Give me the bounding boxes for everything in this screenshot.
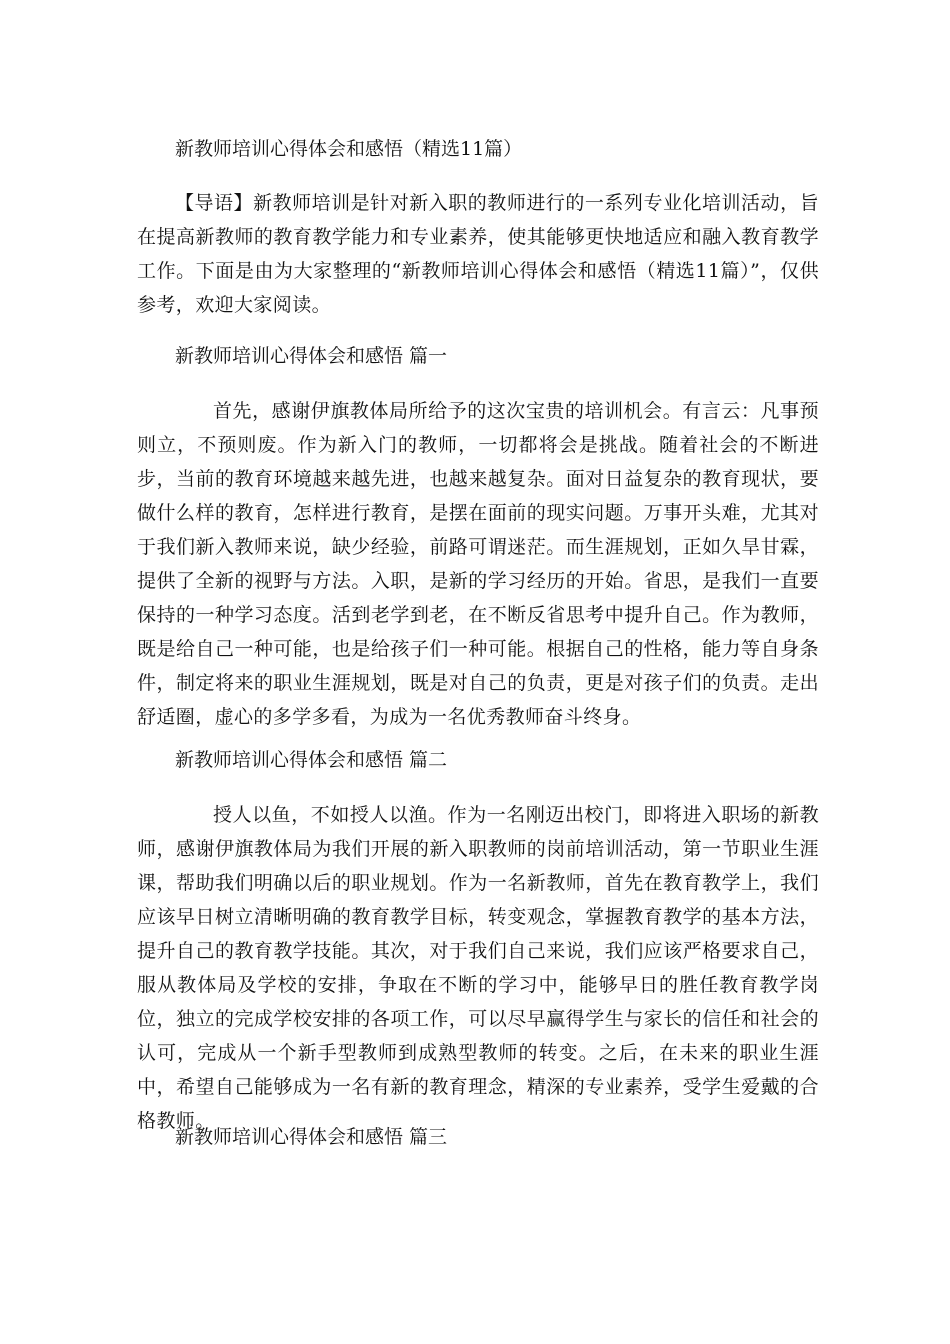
intro-paragraph: 【导语】新教师培训是针对新入职的教师进行的一系列专业化培训活动，旨在提高新教师的教育教学能力和专业素养，使其能够更快地适应和融入教育教学工作。下面是由为大家整理的“新教师培训心得体会和感悟（精选11篇）”，仅供参考，欢迎大家阅读。 (137, 192, 819, 316)
section-heading-2: 新教师培训心得体会和感悟 篇二 (175, 749, 448, 771)
section-body-1: 首先，感谢伊旗教体局所给予的这次宝贵的培训机会。有言云：凡事预则立，不预则废。作为新入门的教师，一切都将会是挑战。随着社会的不断进步，当前的教育环境越来越先进，也越来越复杂。面对日益复杂的教育现状，要做什么样的教育，怎样进行教育，是摆在面前的现实问题。万事开头难，尤其对于我们新入教师来说，缺少经验，前路可谓迷茫。而生涯规划，正如久旱甘霖，提供了全新的视野与方法。入职，是新的学习经历的开始。省思，是我们一直要保持的一种学习态度。活到老学到老，在不断反省思考中提升自己。作为教师，既是给自己一种可能，也是给孩子们一种可能。根据自己的性格，能力等自身条件，制定将来的职业生涯规划，既是对自己的负责，更是对孩子们的负责。走出舒适圈，虚心的多学多看，为成为一名优秀教师奋斗终身。 (137, 400, 819, 728)
section-heading-3: 新教师培训心得体会和感悟 篇三 (175, 1126, 448, 1148)
section-body-2: 授人以鱼，不如授人以渔。作为一名刚迈出校门，即将进入职场的新教师，感谢伊旗教体局为我们开展的新入职教师的岗前培训活动，第一节职业生涯课，帮助我们明确以后的职业规划。作为一名新教师，首先在教育教学上，我们应该早日树立清晰明确的教育教学目标，转变观念，掌握教育教学的基本方法，提升自己的教育教学技能。其次，对于我们自己来说，我们应该严格要求自己，服从教体局及学校的安排，争取在不断的学习中，能够早日的胜任教育教学岗位，独立的完成学校安排的各项工作，可以尽早赢得学生与家长的信任和社会的认可，完成从一个新手型教师到成熟型教师的转变。之后，在未来的职业生涯中，希望自己能够成为一名有新的教育理念，精深的专业素养，受学生爱戴的合格教师。 (137, 804, 819, 1132)
section-heading-1: 新教师培训心得体会和感悟 篇一 (175, 345, 448, 367)
document-title: 新教师培训心得体会和感悟（精选11篇） (175, 138, 523, 160)
